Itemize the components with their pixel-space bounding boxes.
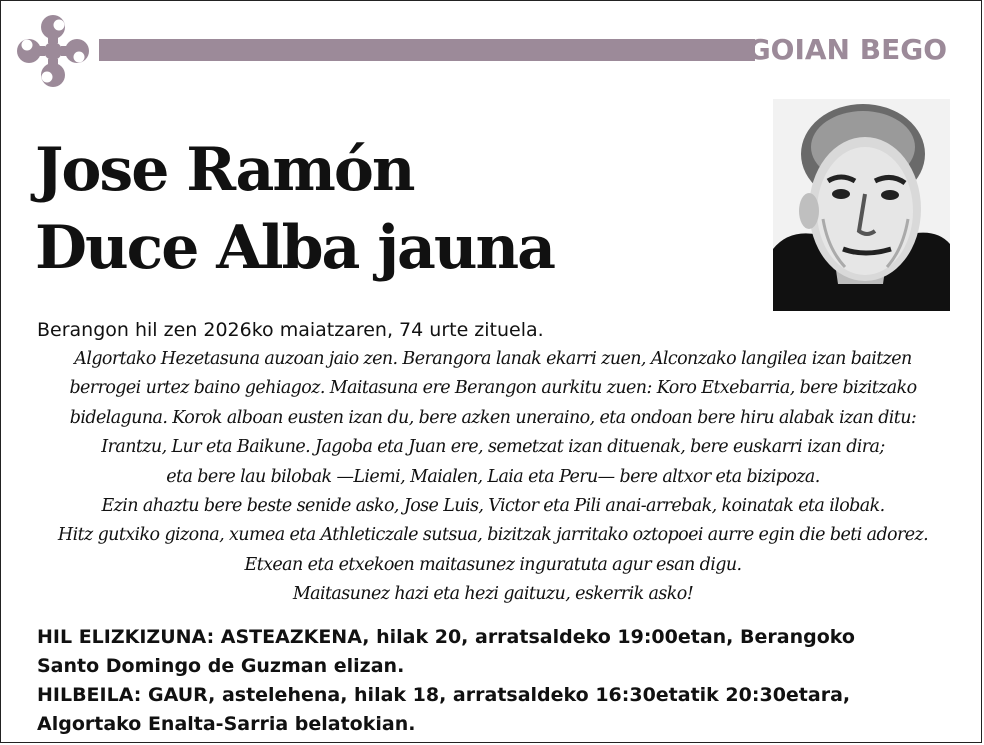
header-label: GOIAN BEGO [747,33,947,66]
bio-line: eta bere lau bilobak —Liemi, Maialen, Laia eta Peru— bere altxor eta bizipoza. [166,466,820,487]
bio-line: Hitz gutxiko gizona, xumea eta Athleticzale sutsua, bizitzak jarritako oztopoei aurre egin die beti adorez. [57,525,929,546]
bio-line: berrogei urtez baino gehiagoz. Maitasuna ere Berangon aurkitu zuen: Koro Etxebarria, bere bizitzako [69,378,917,399]
wake-line-1: HILBEILA: GAUR, astelehena, hilak 18, arratsaldeko 16:30etatik 20:30etara, [37,684,851,706]
wake-line-2: Algortako Enalta-Sarria belatokian. [37,713,416,735]
death-announcement: Berangon hil zen 2026ko maiatzaren, 74 urte zituela. [37,319,544,341]
header-bar [99,39,755,61]
name-line-1: Jose Ramón [35,135,414,205]
funeral-line-2: Santo Domingo de Guzman elizan. [37,655,405,677]
biography [21,345,965,610]
name-line-2: Duce Alba jauna [35,213,555,283]
deceased-name [35,131,554,287]
portrait-illustration [773,99,950,311]
bio-line: Algortako Hezetasuna auzoan jaio zen. Berangora lanak ekarri zuen, Alconzako langilea izan baitzen [74,349,912,369]
lauburu-icon [15,13,91,89]
service-details [37,623,855,739]
bio-line: Irantzu, Lur eta Baikune. Jagoba eta Juan ere, semetzat izan dituenak, bere euskarri izan dira; [101,437,885,458]
bio-line: Maitasunez hazi eta hezi gaituzu, eskerrik asko! [292,584,694,605]
portrait-photo [773,99,950,311]
bio-line: bidelaguna. Korok alboan eusten izan du, bere azken uneraino, eta ondoan bere hiru alabak izan ditu: [69,407,917,428]
bio-line: Ezin ahaztu bere beste senide asko, Jose Luis, Victor eta Pili anai-arrebak, koinatak eta ilobak. [101,496,885,517]
funeral-line-1: HIL ELIZKIZUNA: ASTEAZKENA, hilak 20, arratsaldeko 19:00etan, Berangoko [37,626,855,648]
bio-line: Etxean eta etxekoen maitasunez inguratuta agur esan digu. [244,554,742,575]
header [1,1,981,91]
